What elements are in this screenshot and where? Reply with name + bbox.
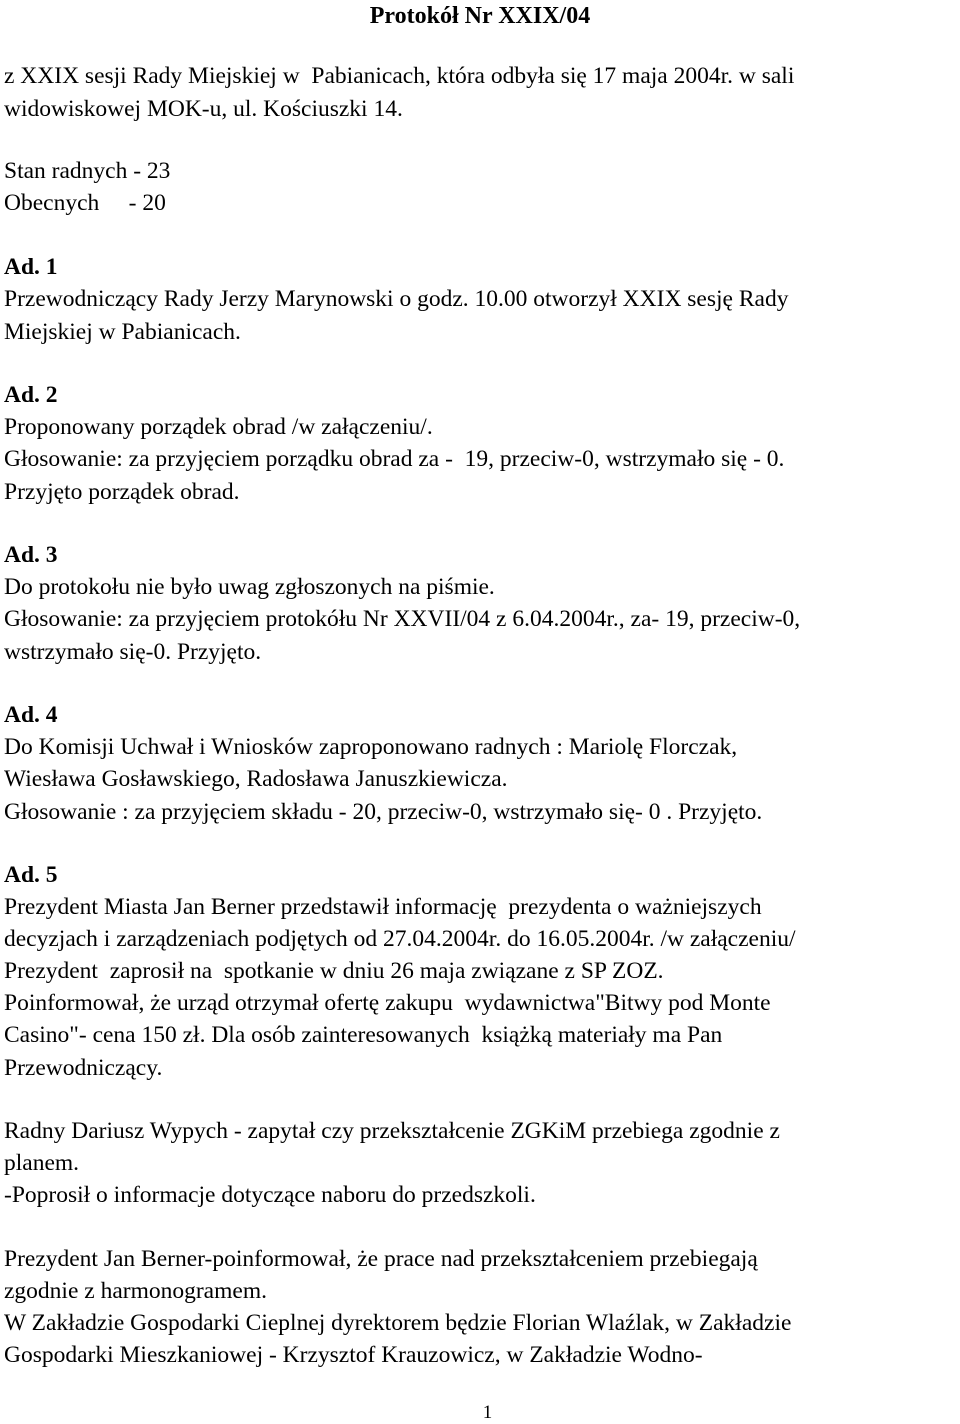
section-5-line-4: Poinformował, że urząd otrzymał ofertę zakupu wydawnictwa"Bitwy pod Monte xyxy=(4,990,771,1016)
section-heading-ad-5: Ad. 5 xyxy=(4,862,58,888)
paragraph-1-line-2: planem. xyxy=(4,1150,80,1176)
section-2-line-2: Głosowanie: za przyjęciem porządku obrad za - 19, przeciw-0, wstrzymało się - 0. xyxy=(4,446,785,472)
section-heading-ad-4: Ad. 4 xyxy=(4,702,58,728)
document-title: Protokół Nr XXIX/04 xyxy=(369,3,591,29)
section-5-line-3: Prezydent zaprosił na spotkanie w dniu 26 maja związane z SP ZOZ. xyxy=(4,958,664,984)
section-4-line-2: Wiesława Gosławskiego, Radosława Januszkiewicza. xyxy=(4,766,508,792)
section-3-line-3: wstrzymało się-0. Przyjęto. xyxy=(4,639,262,665)
paragraph-2-line-2: zgodnie z harmonogramem. xyxy=(4,1278,267,1304)
attendance-present: Obecnych - 20 xyxy=(4,190,166,216)
section-3-line-2: Głosowanie: za przyjęciem protokółu Nr XXVII/04 z 6.04.2004r., za- 19, przeciw-0, xyxy=(4,606,801,632)
section-heading-ad-3: Ad. 3 xyxy=(4,542,58,568)
section-1-line-1: Przewodniczący Rady Jerzy Marynowski o godz. 10.00 otworzył XXIX sesję Rady xyxy=(4,286,789,312)
section-4-line-1: Do Komisji Uchwał i Wniosków zaproponowano radnych : Mariolę Florczak, xyxy=(4,734,738,760)
section-2-line-1: Proponowany porządek obrad /w załączeniu/. xyxy=(4,414,433,440)
section-5-line-2: decyzjach i zarządzeniach podjętych od 27.04.2004r. do 16.05.2004r. /w załączeniu/ xyxy=(4,926,796,952)
page-number: 1 xyxy=(482,1402,493,1423)
intro-line-2: widowiskowej MOK-u, ul. Kościuszki 14. xyxy=(4,96,403,122)
paragraph-1-line-1: Radny Dariusz Wypych - zapytał czy przekształcenie ZGKiM przebiega zgodnie z xyxy=(4,1118,780,1144)
paragraph-1-line-3: -Poprosił o informacje dotyczące naboru do przedszkoli. xyxy=(4,1182,536,1208)
section-1-line-2: Miejskiej w Pabianicach. xyxy=(4,319,241,345)
section-heading-ad-1: Ad. 1 xyxy=(4,254,58,280)
paragraph-2-line-1: Prezydent Jan Berner-poinformował, że prace nad przekształceniem przebiegają xyxy=(4,1246,758,1272)
section-4-line-3: Głosowanie : za przyjęciem składu - 20, przeciw-0, wstrzymało się- 0 . Przyjęto. xyxy=(4,799,763,825)
attendance-total: Stan radnych - 23 xyxy=(4,158,171,184)
section-3-line-1: Do protokołu nie było uwag zgłoszonych na piśmie. xyxy=(4,574,495,600)
paragraph-2-line-4: Gospodarki Mieszkaniowej - Krzysztof Krauzowicz, w Zakładzie Wodno- xyxy=(4,1342,703,1368)
section-5-line-1: Prezydent Miasta Jan Berner przedstawił informację prezydenta o ważniejszych xyxy=(4,894,762,920)
section-5-line-5: Casino"- cena 150 zł. Dla osób zainteresowanych książką materiały ma Pan xyxy=(4,1022,723,1048)
paragraph-2-line-3: W Zakładzie Gospodarki Cieplnej dyrektorem będzie Florian Wlaźlak, w Zakładzie xyxy=(4,1310,792,1336)
section-heading-ad-2: Ad. 2 xyxy=(4,382,58,408)
section-5-line-6: Przewodniczący. xyxy=(4,1055,163,1081)
section-2-line-3: Przyjęto porządek obrad. xyxy=(4,479,240,505)
intro-line-1: z XXIX sesji Rady Miejskiej w Pabianicach, która odbyła się 17 maja 2004r. w sali xyxy=(4,63,795,89)
